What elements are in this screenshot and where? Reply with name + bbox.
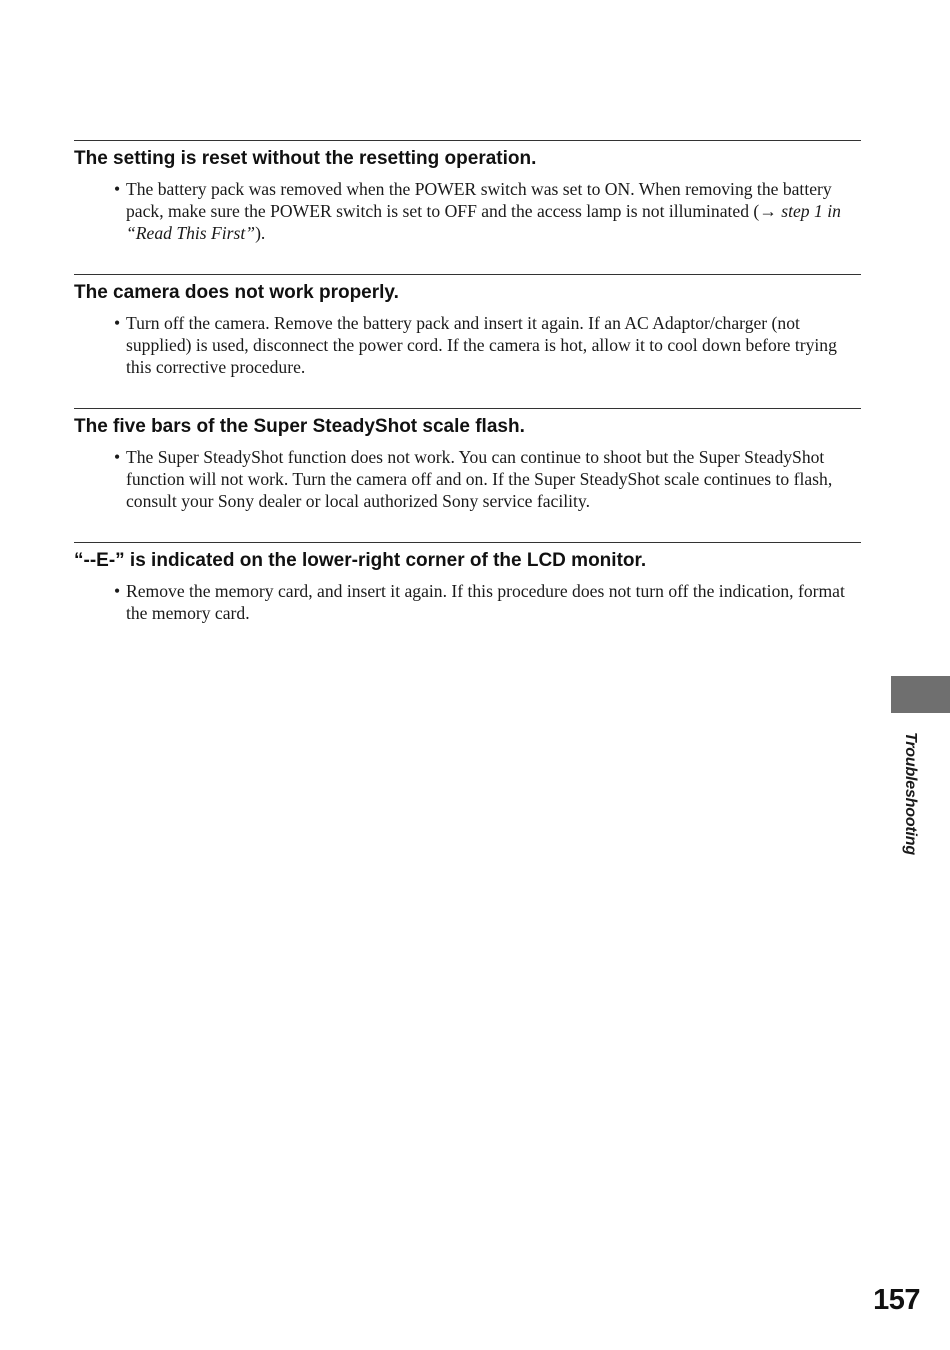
chapter-tab-marker [891, 676, 950, 713]
paragraph-text-end: ). [255, 223, 266, 243]
cross-reference: step 1 in “Read This First” [126, 201, 841, 243]
arrow-icon: → [759, 201, 777, 221]
bullet-marker: • [114, 447, 121, 467]
paragraph-text: The battery pack was removed when the POWER switch was set to ON. When removing the battery pack, make sure the POWER switch is set to OFF and the access lamp is not illuminated ( [126, 179, 832, 221]
section-steadyshot-flash [74, 408, 861, 512]
bullet-paragraph [114, 312, 861, 378]
section-heading: The five bars of the Super SteadyShot scale flash. [74, 416, 525, 437]
paragraph-text: Remove the memory card, and insert it again. If this procedure does not turn off the indication, format the memory card. [126, 581, 845, 623]
section-heading: The camera does not work properly. [74, 282, 399, 303]
section-heading: “--E-” is indicated on the lower-right corner of the LCD monitor. [74, 550, 647, 571]
bullet-marker: • [114, 179, 121, 199]
bullet-paragraph [114, 446, 861, 512]
bullet-marker: • [114, 313, 121, 333]
section-setting-reset [74, 140, 861, 244]
bullet-paragraph [114, 178, 861, 244]
bullet-paragraph [114, 580, 861, 624]
section-heading: The setting is reset without the resetting operation. [74, 148, 537, 169]
page-number: 157 [873, 1284, 920, 1316]
bullet-marker: • [114, 581, 121, 601]
paragraph-text: Turn off the camera. Remove the battery pack and insert it again. If an AC Adaptor/charger (not supplied) is used, disconnect the power cord. If the camera is hot, allow it to cool down before trying this corrective procedure. [126, 313, 837, 377]
section-camera-not-working [74, 274, 861, 378]
section-e-indication [74, 542, 861, 624]
paragraph-text: The Super SteadyShot function does not work. You can continue to shoot but the Super SteadyShot function will not work. Turn the camera off and on. If the Super SteadyShot scale continues to flash, consult your Sony dealer or local authorized Sony service facility. [126, 447, 833, 511]
chapter-tab-label: Troubleshooting [902, 732, 919, 855]
